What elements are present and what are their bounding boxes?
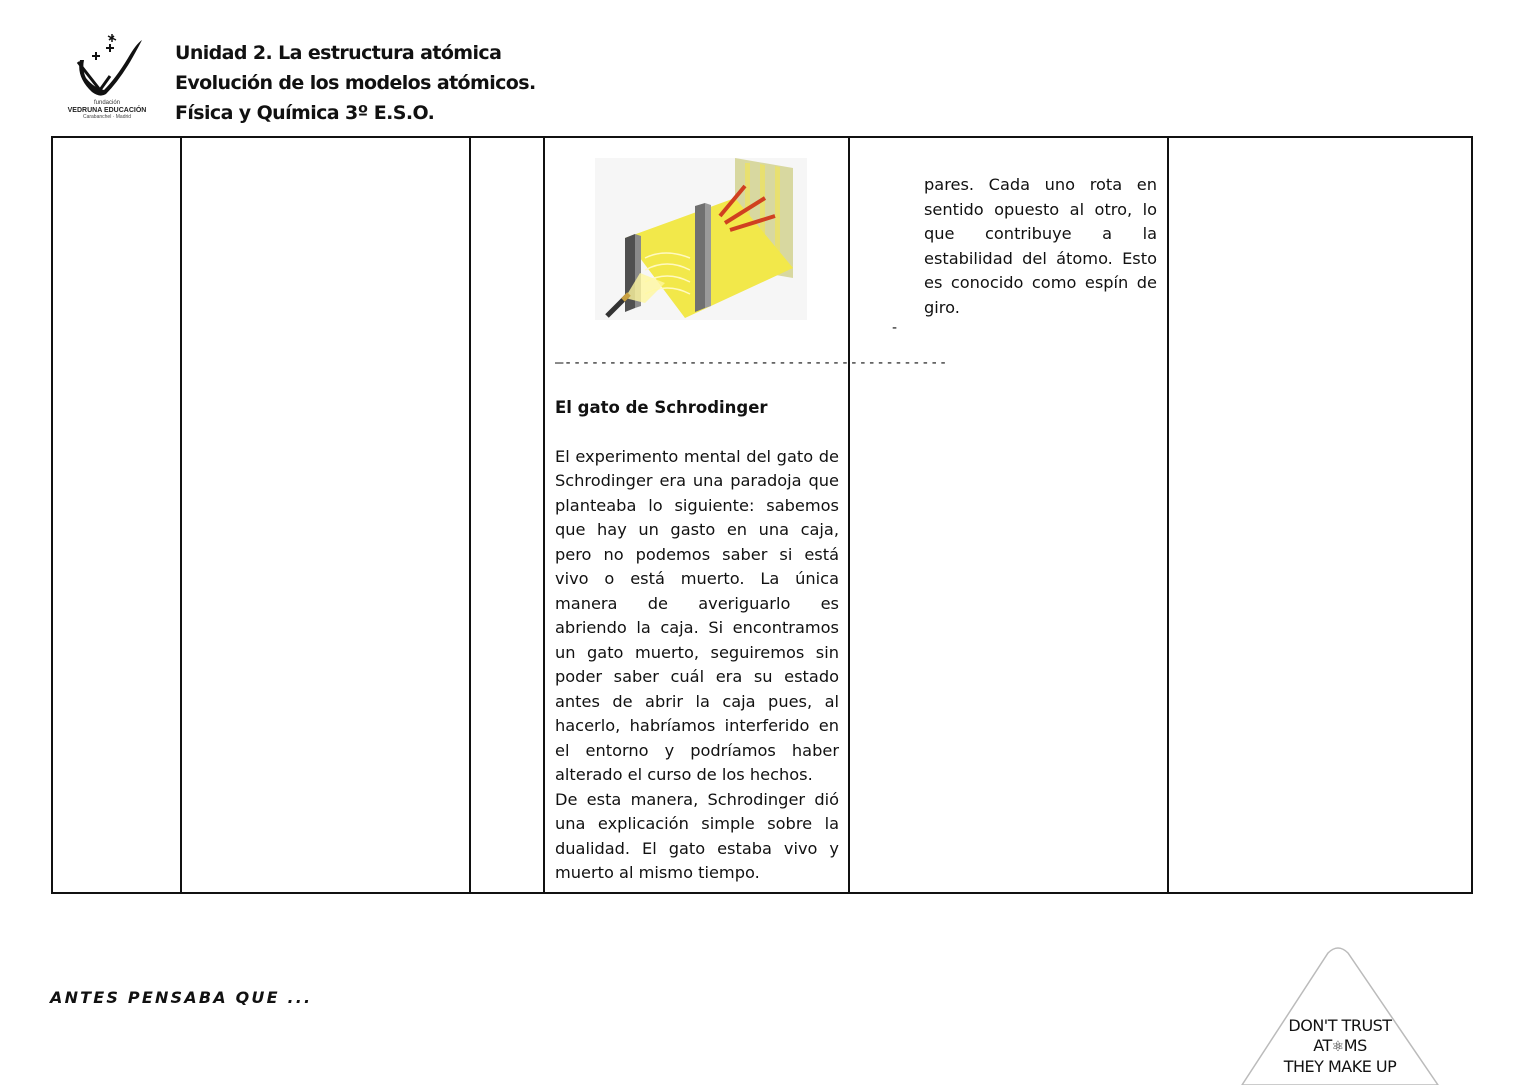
table-cell-6	[1169, 138, 1475, 892]
schrodinger-paragraph-1: El experimento mental del gato de Schrodinger era una paradoja que planteaba lo siguiente: sabemos que hay un gasto en una caja, pero no podemos saber si está vivo o está muerto. La única manera de averiguarlo es abriendo la caja. Si encontramos un gato muerto, seguiremos sin poder saber cuál era su estado antes de abrir la caja pues, al hacerlo, habríamos interferido en el entorno y podríamos haber alterado el curso de los hechos.	[555, 446, 839, 784]
table-cell-2	[182, 138, 471, 892]
logo-text	[62, 100, 152, 121]
topic-title: Evolución de los modelos atómicos.	[175, 72, 536, 94]
sticker-text	[1262, 1016, 1418, 1077]
table-cell-1	[53, 138, 182, 892]
sticker-line-2a: AT	[1313, 1036, 1332, 1055]
course-title: Física y Química 3º E.S.O.	[175, 102, 435, 124]
page-header	[175, 38, 536, 128]
separator-line: —-------------------------------------------	[555, 355, 948, 371]
table-cell-4	[545, 138, 948, 892]
logo-line-2: VEDRUNA EDUCACIÓN	[67, 107, 147, 114]
logo-line-3: Carabanchel · Madrid	[82, 114, 132, 120]
schrodinger-subtitle: El gato de Schrodinger	[555, 398, 768, 417]
logo-line-1: fundación	[93, 100, 121, 106]
table-cell-5	[850, 138, 1169, 892]
sticker-line-2b: MS	[1343, 1036, 1367, 1055]
sticker-line-2	[1262, 1036, 1418, 1057]
antes-pensaba-heading: ANTES PENSABA QUE ...	[50, 988, 313, 1007]
content-table	[51, 136, 1473, 894]
list-dash: -	[892, 320, 898, 336]
schrodinger-paragraph-2: De esta manera, Schrodinger dió una explicación simple sobre la dualidad. El gato estaba vivo y muerto al mismo tiempo.	[555, 789, 839, 882]
table-cell-3	[471, 138, 545, 892]
sticker-line-1: DON'T TRUST	[1288, 1016, 1392, 1035]
wave-interference-image	[595, 158, 807, 320]
unit-title: Unidad 2. La estructura atómica	[175, 42, 502, 64]
spin-paragraph: pares. Cada uno rota en sentido opuesto al otro, lo que contribuye a la estabilidad del átomo. Esto es conocido como espín de giro.	[924, 175, 1157, 317]
sticker-line-3: THEY MAKE UP	[1283, 1057, 1397, 1076]
atom-icon: ⚛	[1331, 1039, 1344, 1055]
